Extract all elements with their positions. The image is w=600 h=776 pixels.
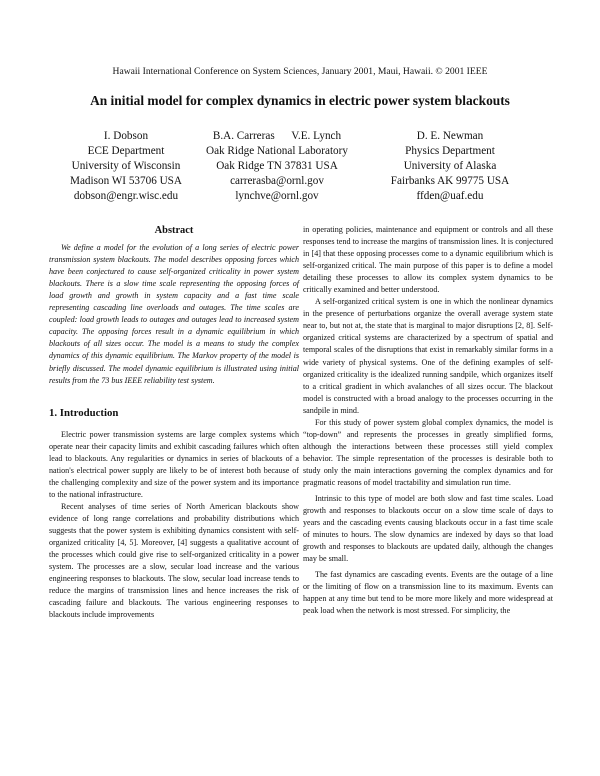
body-paragraph: Recent analyses of time series of North American blackouts show evidence of long range correlations and probability distributions which suggests that the power system is exhibiting dynamics consistent with self-organized criticality [4, 5]. Moreover, [4] suggests a qualitative account of the processes which could give rise to self-organized criticality in a power system. The processes are a slow, secular load increase and the various engineering responses to blackouts. The slow, secular load increase tends to reduce the margins of transmission lines and hence increases the risk of cascading failure and blackouts. The various engineering responses to blackouts include improvements bbox=[49, 501, 299, 620]
body-paragraph: Electric power transmission systems are large complex systems which operate near their capacity limits and exhibit cascading failures which often lead to blackouts. Any regularities or dynamics in series of blackouts of a nation's electrical power supply are likely to be of interest both because of the challenging complexity and size of the power system and its importance to the national infrastructure. bbox=[49, 429, 299, 499]
author-newman bbox=[370, 129, 530, 204]
body-paragraph: A self-organized critical system is one in which the nonlinear dynamics in the presence of perturbations organize the overall average system state near to, but not at, the state that is marginal to major disruptions [2, 8]. Self-organized critical systems are characterized by a spectrum of spatial and temporal scales of the disruptions that exist in remarkably similar forms in a wide variety of physical systems. One of the defining examples of self-organized criticality is the idealized running sandpile, which organizes itself to a critical gradient in which avalanches of all sizes occur. The blackout model is constructed with a broad analogy to the processes occurring in the sandpile in mind. bbox=[303, 297, 553, 415]
author-email: carrerasba@ornl.gov bbox=[230, 174, 324, 187]
author-department: Physics Department bbox=[405, 144, 495, 157]
conference-header: Hawaii International Conference on System Sciences, January 2001, Maui, Hawaii. © 2001 IEEE bbox=[112, 66, 488, 77]
body-paragraph: The fast dynamics are cascading events. Events are the outage of a line or the limiting of flow on a transmission line to its maximum. Events can happen at any time but tend to be more more likely and more widespread at peak load when the network is most stressed. For simplicity, the bbox=[303, 570, 553, 616]
abstract-heading: Abstract bbox=[154, 225, 194, 236]
author-address: Oak Ridge TN 37831 USA bbox=[216, 159, 338, 172]
section-heading: 1. Introduction bbox=[49, 406, 119, 419]
author-institution: University of Wisconsin bbox=[71, 159, 181, 172]
body-paragraph: For this study of power system global complex dynamics, the model is “top-down” and represents the processes in greatly simplified forms, although the interactions between these processes still yield complex behavior. The simple representation of the processes is desirable both to study only the main interactions governing the complex dynamics and for pragmatic reasons of model tractability and simulation run time. bbox=[303, 417, 553, 487]
author-department: ECE Department bbox=[87, 144, 165, 157]
abstract-text: We define a model for the evolution of a long series of electric power transmission system blackouts. The model describes opposing forces which have been conjectured to cause self-organized criticality in power system blackouts. There is a slow time scale representing the opposing forces of load growth and growth in system capacity and a fast time scale representing cascading line overloads and outages. The time scales are coupled: load growth leads to outages and outages lead to increased system capacity. The opposing forces result in a dynamic equilibrium in which blackouts of all sizes occur. The model is a means to study the complex dynamics of this dynamic equilibrium. The Markov property of the model is briefly discussed. The model dynamic equilibrium is illustrated using initial results from the 73 bus IEEE reliability test system. bbox=[49, 243, 299, 385]
author-address: Fairbanks AK 99775 USA bbox=[390, 174, 510, 187]
author-institution: University of Alaska bbox=[403, 159, 497, 172]
author-name: D. E. Newman bbox=[416, 130, 484, 142]
body-paragraph: in operating policies, maintenance and equipment or controls and all these responses tend to increase the margins of transmission lines. It is conjectured in [4] that these opposing processes come to a dynamic equilibrium which is self-organized critical. The main purpose of this paper is to define a model detailing these processes to allow its complex system dynamics to be critically examined and better understood. bbox=[303, 225, 553, 295]
right-column bbox=[303, 224, 553, 618]
author-block bbox=[56, 129, 556, 202]
author-address: Madison WI 53706 USA bbox=[70, 174, 182, 187]
author-carreras-lynch bbox=[192, 129, 362, 204]
author-dobson bbox=[56, 129, 196, 204]
left-column bbox=[49, 225, 299, 621]
author-email: ffden@uaf.edu bbox=[416, 189, 484, 202]
author-name: B.A. Carreras V.E. Lynch bbox=[212, 130, 342, 142]
paper-title: An initial model for complex dynamics in electric power system blackouts bbox=[90, 93, 510, 108]
author-email: lynchve@ornl.gov bbox=[235, 189, 319, 202]
author-institution: Oak Ridge National Laboratory bbox=[206, 144, 348, 157]
author-email: dobson@engr.wisc.edu bbox=[73, 189, 179, 202]
body-paragraph: Intrinsic to this type of model are both slow and fast time scales. Load growth and responses to blackouts occur on a slow time scale of days to years and the cascading events causing blackouts occur in a fast time scale of minutes to hours. The slow dynamics are indexed by days so that load growth and responses to blackouts are updated daily, although the changes may be small. bbox=[303, 494, 553, 564]
author-name: I. Dobson bbox=[103, 130, 149, 142]
